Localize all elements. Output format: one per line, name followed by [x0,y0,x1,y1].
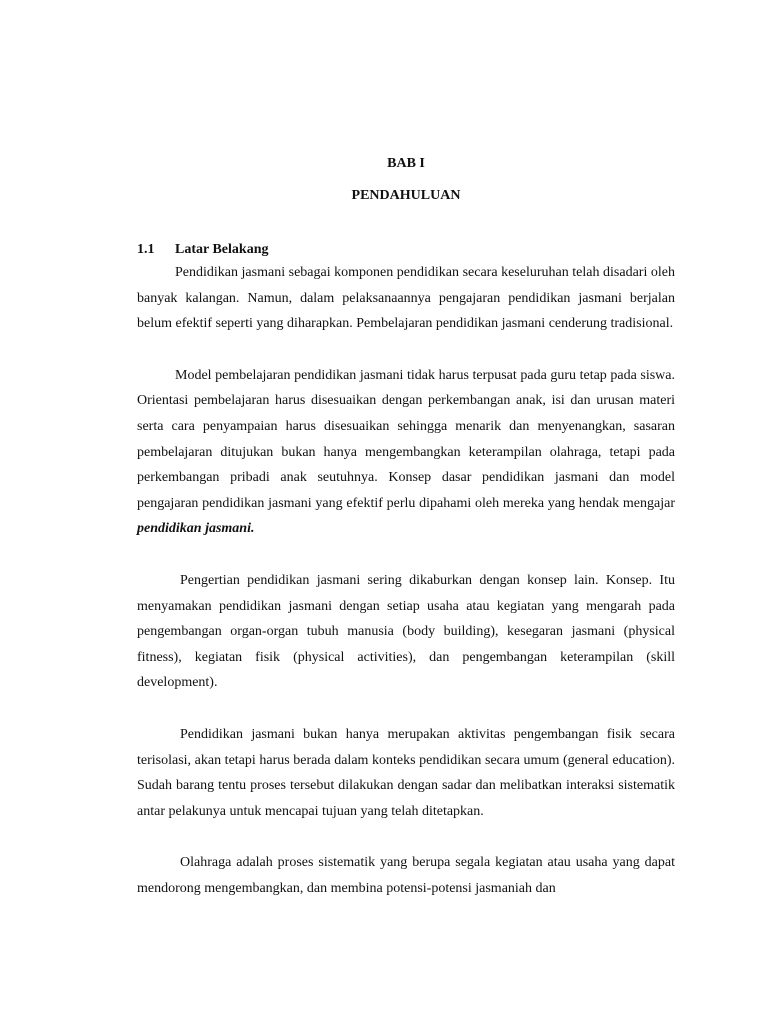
paragraph-2 [137,363,675,542]
chapter-title: PENDAHULUAN [351,188,461,203]
paragraph-2-text: Model pembelajaran pendidikan jasmani tidak harus terpusat pada guru tetap pada siswa. Orientasi pembelajaran harus disesuaikan dengan perkembangan anak, isi dan urusan materi serta cara penyampaian harus disesuaikan sehingga menarik dan menyenangkan, sasaran pembelajaran ditujukan bukan hanya mengembangkan keterampilan olahraga, tetapi pada perkembangan pribadi anak seutuhnya. Konsep dasar pendidikan jasmani dan model pengajaran pendidikan jasmani yang efektif perlu dipahami oleh mereka yang hendak mengajar [137,367,675,511]
section-heading [137,240,675,260]
paragraph-3: Pengertian pendidikan jasmani sering dikaburkan dengan konsep lain. Konsep. Itu menyamakan pendidikan jasmani dengan setiap usaha atau kegiatan yang mengarah pada pengembangan organ-organ tubuh manusia (body building), kesegaran jasmani (physical fitness), kegiatan fisik (physical activities), dan pengembangan keterampilan (skill development). [137,572,675,691]
paragraph-2-emphasis: pendidikan jasmani. [137,521,255,537]
section-number: 1.1 [137,242,155,257]
section-title: Latar Belakang [175,242,269,257]
chapter-label: BAB I [387,156,425,171]
paragraph-4: Pendidikan jasmani bukan hanya merupakan aktivitas pengembangan fisik secara terisolasi, akan tetapi harus berada dalam konteks pendidikan secara umum (general education). Sudah barang tentu proses tersebut dilakukan dengan sadar dan melibatkan interaksi sistematik antar pelakunya untuk mencapai tujuan yang telah ditetapkan. [137,726,675,819]
document-page [137,148,675,901]
paragraph-1: Pendidikan jasmani sebagai komponen pendidikan secara keseluruhan telah disadari oleh banyak kalangan. Namun, dalam pelaksanaannya pengajaran pendidikan jasmani berjalan belum efektif seperti yang diharapkan. Pembelajaran pendidikan jasmani cenderung tradisional. [137,265,675,332]
paragraph-5: Olahraga adalah proses sistematik yang berupa segala kegiatan atau usaha yang dapat mendorong mengembangkan, dan membina potensi-potensi jasmaniah dan [137,855,675,896]
